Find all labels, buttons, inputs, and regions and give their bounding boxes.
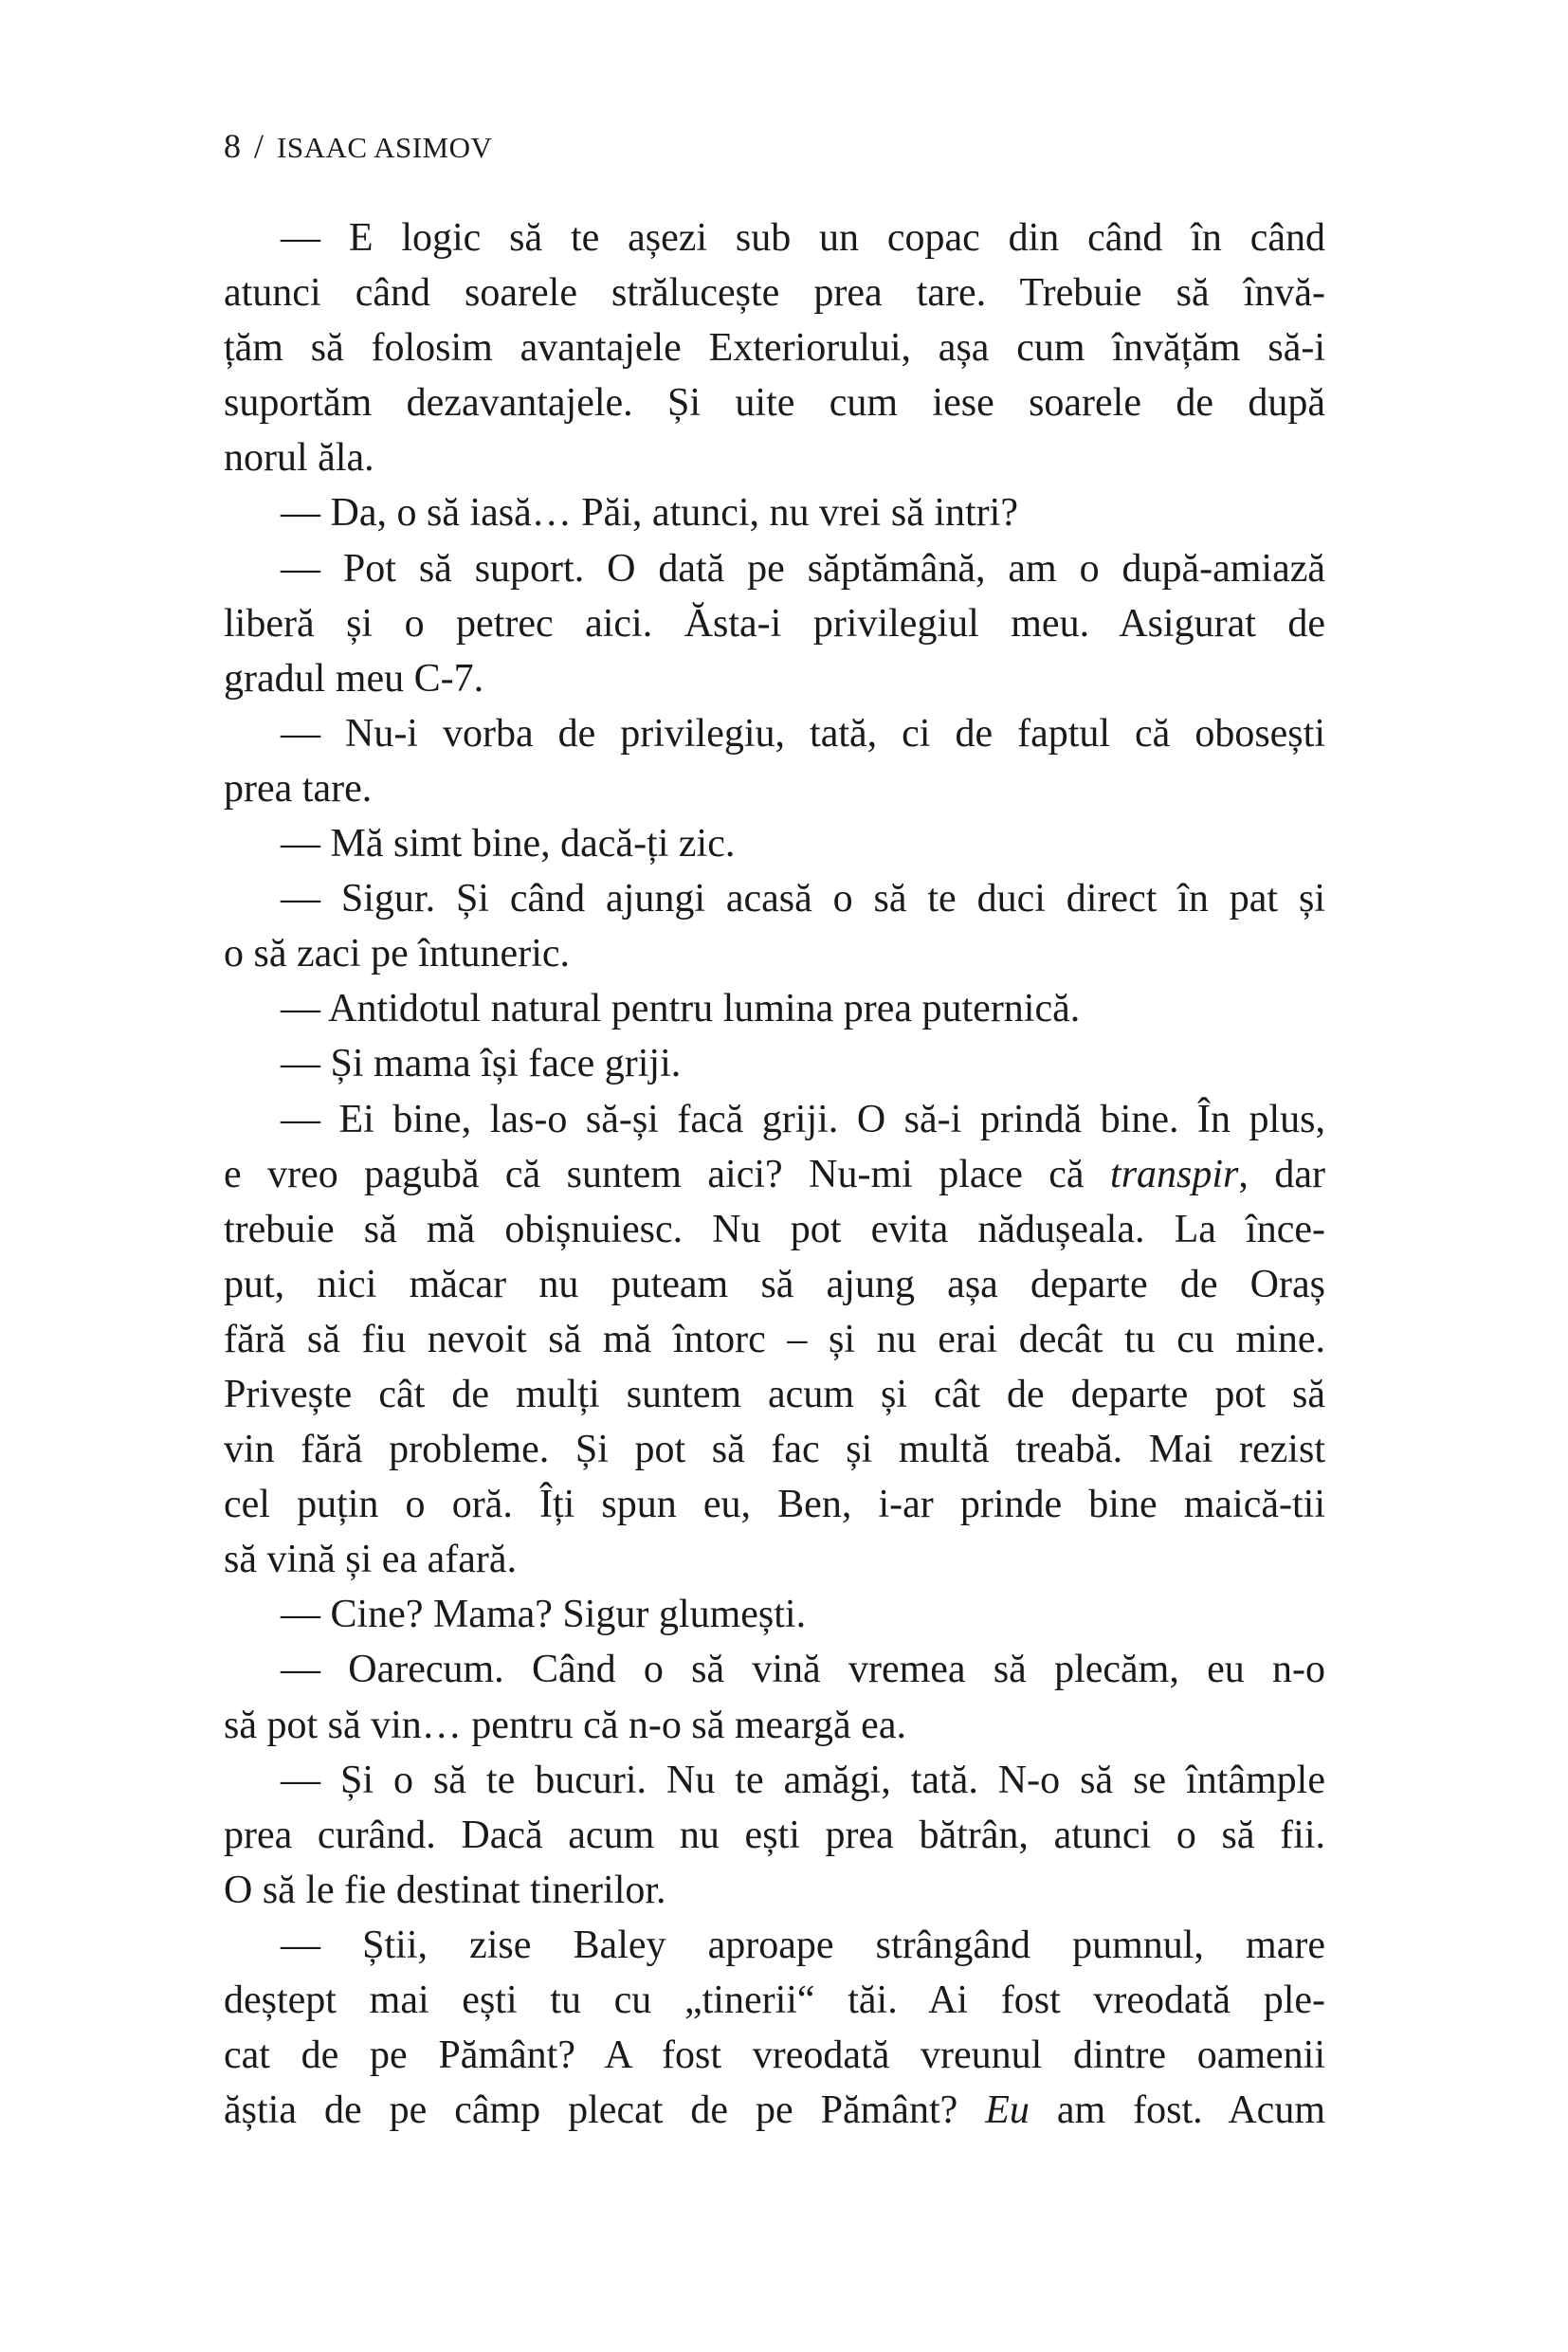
text-line	[224, 541, 1325, 596]
text-segment: ăștia de pe câmp plecat de pe Pământ?	[224, 2088, 986, 2133]
text-segment: — Și mama își face griji.	[281, 1042, 682, 1086]
text-segment: țăm să folosim avantajele Exteriorului, așa cum învățăm să-i	[224, 326, 1325, 371]
paragraph	[224, 1587, 1325, 1642]
text-segment: prea tare.	[224, 766, 373, 811]
text-line	[224, 761, 1325, 816]
text-segment: trebuie să mă obișnuiesc. Nu pot evita nădușeala. La înce-	[224, 1207, 1325, 1251]
text-line	[224, 926, 1325, 981]
text-segment: , dar	[1238, 1152, 1325, 1196]
text-line	[224, 1532, 1325, 1587]
text-line	[224, 1147, 1325, 1202]
paragraph	[224, 871, 1325, 981]
text-line	[224, 1312, 1325, 1367]
paragraph	[224, 706, 1325, 816]
text-segment: — E logic să te așezi sub un copac din când în când	[281, 216, 1325, 260]
text-segment: suportăm dezavantajele. Și uite cum iese soarele de după	[224, 381, 1325, 426]
text-line	[224, 1642, 1325, 1697]
text-segment: e vreo pagubă că suntem aici? Nu-mi place că	[224, 1152, 1111, 1196]
text-line	[224, 375, 1325, 430]
text-segment: — Ei bine, las-o să-și facă griji. O să-i prindă bine. În plus,	[281, 1097, 1325, 1141]
text-segment: — Pot să suport. O dată pe săptămână, am o după-amiază	[281, 546, 1325, 591]
text-line	[224, 1257, 1325, 1312]
text-line	[224, 1367, 1325, 1422]
page-number: 8	[224, 127, 241, 165]
paragraph	[224, 485, 1325, 540]
text-segment: — Știi, zise Baley aproape strângând pumnul, mare	[281, 1923, 1325, 1967]
text-segment: deștept mai ești tu cu „tinerii“ tăi. Ai fost vreodată ple-	[224, 1978, 1325, 2022]
text-segment: — Și o să te bucuri. Nu te amăgi, tată. N-o să se întâmple	[281, 1758, 1325, 1802]
text-line	[224, 1808, 1325, 1863]
paragraph	[224, 1092, 1325, 1588]
text-line	[224, 1918, 1325, 1973]
paragraph	[224, 1918, 1325, 2138]
paragraph	[224, 541, 1325, 706]
header-author: ISAAC ASIMOV	[277, 131, 493, 164]
running-header	[224, 125, 492, 169]
text-segment: — Mă simt bine, dacă-ți zic.	[281, 822, 736, 866]
text-line	[224, 1036, 1325, 1091]
text-segment: o să zaci pe întuneric.	[224, 932, 570, 976]
text-line	[224, 596, 1325, 651]
text-segment: — Sigur. Și când ajungi acasă o să te duci direct în pat și	[281, 877, 1325, 921]
text-line	[224, 210, 1325, 265]
page-body-text	[224, 210, 1325, 2138]
text-line	[224, 981, 1325, 1036]
paragraph	[224, 1036, 1325, 1091]
paragraph	[224, 210, 1325, 485]
text-segment: prea curând. Dacă acum nu ești prea bătrân, atunci o să fii.	[224, 1813, 1325, 1857]
text-line	[224, 485, 1325, 540]
text-segment: vin fără probleme. Și pot să fac și multă treabă. Mai rezist	[224, 1428, 1325, 1472]
text-line	[224, 1753, 1325, 1808]
text-segment: am fost. Acum	[1029, 2088, 1325, 2133]
text-segment: — Antidotul natural pentru lumina prea puternică.	[281, 987, 1081, 1031]
text-segment: norul ăla.	[224, 436, 374, 481]
text-line	[224, 1422, 1325, 1477]
text-segment: gradul meu C-7.	[224, 656, 484, 701]
text-segment: cat de pe Pământ? A fost vreodată vreunul dintre oamenii	[224, 2033, 1325, 2078]
text-line	[224, 1477, 1325, 1532]
text-segment: — Cine? Mama? Sigur glumești.	[281, 1593, 807, 1637]
text-line	[224, 816, 1325, 871]
text-segment: atunci când soarele strălucește prea tare. Trebuie să învă-	[224, 271, 1325, 316]
text-line	[224, 430, 1325, 485]
italic-text: Eu	[985, 2088, 1030, 2133]
text-segment: Privește cât de mulți suntem acum și cât de departe pot să	[224, 1372, 1325, 1416]
text-line	[224, 1973, 1325, 2028]
text-segment: — Oarecum. Când o să vină vremea să plecăm, eu n-o	[281, 1648, 1325, 1692]
text-line	[224, 265, 1325, 320]
text-segment: liberă și o petrec aici. Ăsta-i privilegiul meu. Asigurat de	[224, 601, 1325, 646]
text-line	[224, 706, 1325, 761]
text-line	[224, 320, 1325, 375]
text-line	[224, 2028, 1325, 2083]
text-segment: — Nu-i vorba de privilegiu, tată, ci de faptul că obosești	[281, 711, 1325, 756]
paragraph	[224, 1753, 1325, 1918]
text-line	[224, 1202, 1325, 1257]
text-line	[224, 871, 1325, 926]
italic-text: transpir	[1110, 1152, 1239, 1196]
text-segment: fără să fiu nevoit să mă întorc – și nu erai decât tu cu mine.	[224, 1317, 1325, 1361]
text-line	[224, 1587, 1325, 1642]
text-line	[224, 1092, 1325, 1147]
text-segment: — Da, o să iasă… Păi, atunci, nu vrei să intri?	[281, 491, 1018, 536]
text-line	[224, 1698, 1325, 1753]
text-segment: să pot să vin… pentru că n-o să meargă ea.	[224, 1703, 906, 1747]
text-segment: O să le fie destinat tinerilor.	[224, 1868, 666, 1912]
paragraph	[224, 816, 1325, 871]
header-separator: /	[254, 127, 264, 165]
text-segment: să vină și ea afară.	[224, 1538, 517, 1582]
text-line	[224, 651, 1325, 706]
paragraph	[224, 1642, 1325, 1752]
text-line	[224, 2083, 1325, 2138]
paragraph	[224, 981, 1325, 1036]
text-line	[224, 1863, 1325, 1918]
text-segment: put, nici măcar nu puteam să ajung așa departe de Oraș	[224, 1262, 1325, 1306]
text-segment: cel puțin o oră. Îți spun eu, Ben, i-ar prinde bine maică-tii	[224, 1483, 1325, 1527]
